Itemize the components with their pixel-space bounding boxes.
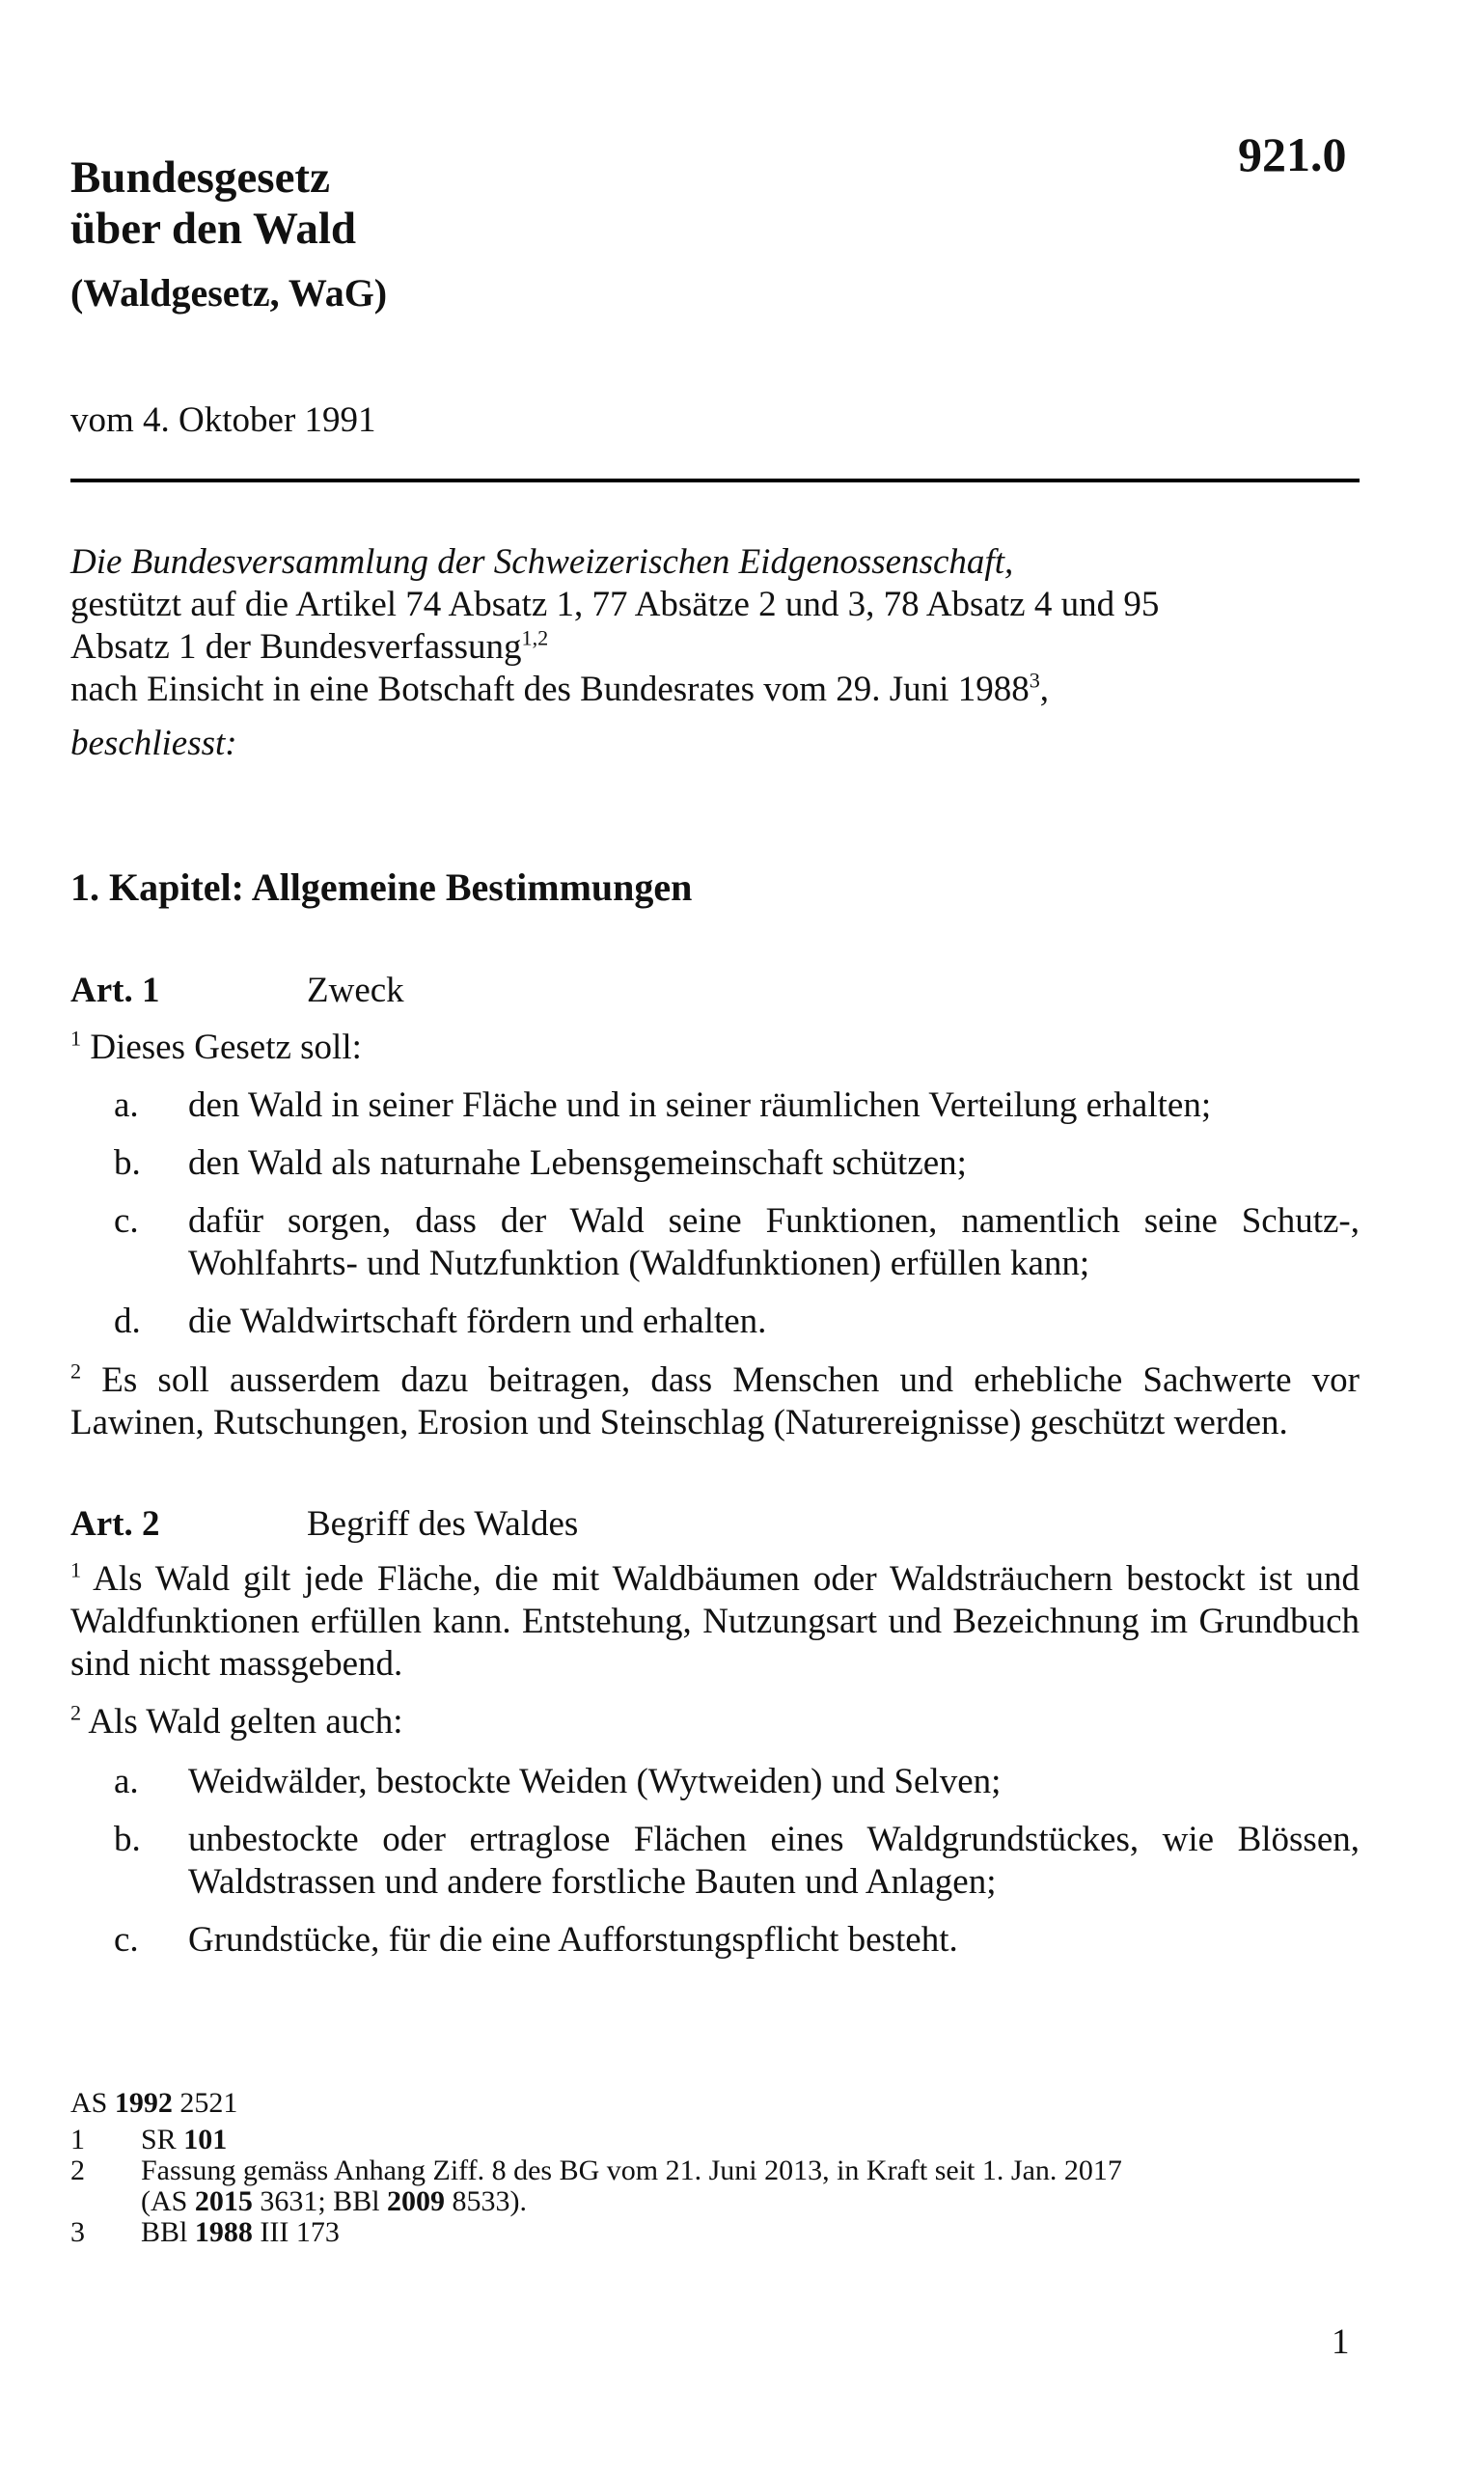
fn1-ref: 101: [183, 2124, 228, 2155]
list-text: die Waldwirtschaft fördern und erhalten.: [188, 1302, 767, 1341]
list-item: [114, 1919, 1360, 1977]
as-prefix: AS: [70, 2087, 108, 2119]
law-title: [70, 152, 356, 255]
list-label: c.: [114, 1201, 139, 1241]
para-number: 1: [70, 1557, 82, 1582]
preamble-authority: Die Bundesversammlung der Schweizerischen Eidgenossenschaft,: [70, 542, 1014, 582]
footnote-3: [70, 2217, 1360, 2248]
preamble-basis-line2: [70, 626, 1325, 669]
preamble-resolves: beschliesst:: [70, 724, 237, 763]
list-item: [114, 1142, 1360, 1200]
article-2-para-1: [70, 1558, 1360, 1686]
list-text: Weidwälder, bestockte Weiden (Wytweiden) und Selven;: [188, 1762, 1002, 1801]
list-text: Grundstücke, für die eine Aufforstungspflicht besteht.: [188, 1920, 958, 1960]
fn2-bbl-page: 8533).: [452, 2185, 528, 2217]
as-year: 1992: [114, 2087, 173, 2119]
preamble: [70, 541, 1325, 765]
para-number: 2: [70, 1700, 82, 1725]
list-text: dafür sorgen, dass der Wald seine Funktionen, namentlich seine Schutz-, Wohlfahrts- und Nutzfunktion (Waldfunktionen) erfüllen kann;: [188, 1201, 1360, 1283]
list-text: unbestockte oder ertraglose Flächen eines Waldgrundstückes, wie Blössen, Waldstrassen und andere forstliche Bauten und Anlagen;: [188, 1820, 1360, 1902]
page-number: 1: [1332, 2322, 1350, 2362]
list-text: den Wald als naturnahe Lebensgemeinschaft schützen;: [188, 1143, 967, 1183]
para-number: 2: [70, 1358, 82, 1384]
article-2-number: Art. 2: [70, 1504, 160, 1544]
footnotes: [70, 2088, 1360, 2248]
para-text: Als Wald gilt jede Fläche, die mit Waldbäumen oder Waldsträuchern bestockt ist und Waldfunktionen erfüllen kann. Entstehung, Nutzungsart und Bezeichnung im Grundbuch sind nicht massgebend.: [70, 1559, 1360, 1684]
footnote-number: 1: [70, 2124, 85, 2155]
fn3-year: 1988: [194, 2216, 253, 2248]
preamble-basis-line1: gestützt auf die Artikel 74 Absatz 1, 77 Absätze 2 und 3, 78 Absatz 4 und 95: [70, 585, 1160, 624]
footnote-number: 2: [70, 2154, 85, 2186]
article-2-heading: [70, 1503, 578, 1546]
list-item: [114, 1084, 1360, 1142]
article-1-para-2: [70, 1359, 1360, 1444]
article-2-title: Begriff des Waldes: [307, 1504, 579, 1544]
list-item: [114, 1761, 1360, 1819]
footnote-ref-1-2[interactable]: 1,2: [521, 625, 549, 650]
article-2-para-2: [70, 1701, 1360, 1743]
para-text: Es soll ausserdem dazu beitragen, dass Menschen und erhebliche Sachwerte vor Lawinen, Rutschungen, Erosion und Steinschlag (Naturereignisse) geschützt werden.: [70, 1360, 1360, 1442]
law-title-line2: über den Wald: [70, 204, 357, 254]
list-label: a.: [114, 1085, 139, 1125]
fn1-prefix: SR: [141, 2124, 177, 2155]
list-item: [114, 1200, 1360, 1301]
law-short-title: (Waldgesetz, WaG): [70, 271, 388, 315]
preamble-message: [70, 669, 1325, 711]
law-date: vom 4. Oktober 1991: [70, 400, 376, 440]
header-divider: [70, 479, 1360, 482]
article-1-title: Zweck: [307, 971, 404, 1010]
list-label: b.: [114, 1143, 141, 1183]
footnote-1: [70, 2125, 1360, 2155]
fn2-bbl: 3631; BBl: [260, 2185, 380, 2217]
chapter-heading: 1. Kapitel: Allgemeine Bestimmungen: [70, 865, 693, 909]
footnote-text: [141, 2217, 1360, 2248]
as-page: 2521: [179, 2087, 238, 2119]
fn3-bbl: BBl: [141, 2216, 188, 2248]
list-label: b.: [114, 1820, 141, 1859]
fn2-bbl-year: 2009: [387, 2185, 446, 2217]
fn3-page: III 173: [260, 2216, 340, 2248]
article-1-para-1: [70, 1027, 1360, 1069]
preamble-basis-text: Absatz 1 der Bundesverfassung: [70, 627, 522, 667]
fn2-as: (AS: [141, 2185, 188, 2217]
para-number: 1: [70, 1026, 82, 1051]
fn2-line1: Fassung gemäss Anhang Ziff. 8 des BG vom 21. Juni 2013, in Kraft seit 1. Jan. 2017: [141, 2154, 1122, 2186]
footnote-ref-3[interactable]: 3: [1029, 668, 1040, 693]
list-label: a.: [114, 1762, 139, 1801]
footnote-text: [141, 2155, 1360, 2217]
article-1-number: Art. 1: [70, 971, 160, 1010]
list-item: [114, 1819, 1360, 1919]
list-item: [114, 1301, 1360, 1358]
para-text: Dieses Gesetz soll:: [90, 1028, 362, 1067]
list-label: c.: [114, 1920, 139, 1960]
article-2-list: [114, 1761, 1360, 1977]
footnote-text: [141, 2125, 1360, 2155]
article-1-list: [114, 1084, 1360, 1358]
fn2-as-year: 2015: [194, 2185, 253, 2217]
article-1-heading: [70, 970, 404, 1012]
list-label: d.: [114, 1302, 141, 1341]
law-title-line1: Bundesgesetz: [70, 152, 330, 203]
sr-number: 921.0: [1238, 127, 1347, 181]
preamble-message-text: nach Einsicht in eine Botschaft des Bundesrates vom 29. Juni 1988: [70, 670, 1030, 709]
list-text: den Wald in seiner Fläche und in seiner räumlichen Verteilung erhalten;: [188, 1085, 1212, 1125]
para-text: Als Wald gelten auch:: [88, 1702, 403, 1742]
as-reference: [70, 2088, 1360, 2119]
footnote-2: [70, 2155, 1360, 2217]
preamble-message-end: ,: [1039, 670, 1050, 709]
footnote-number: 3: [70, 2216, 85, 2248]
